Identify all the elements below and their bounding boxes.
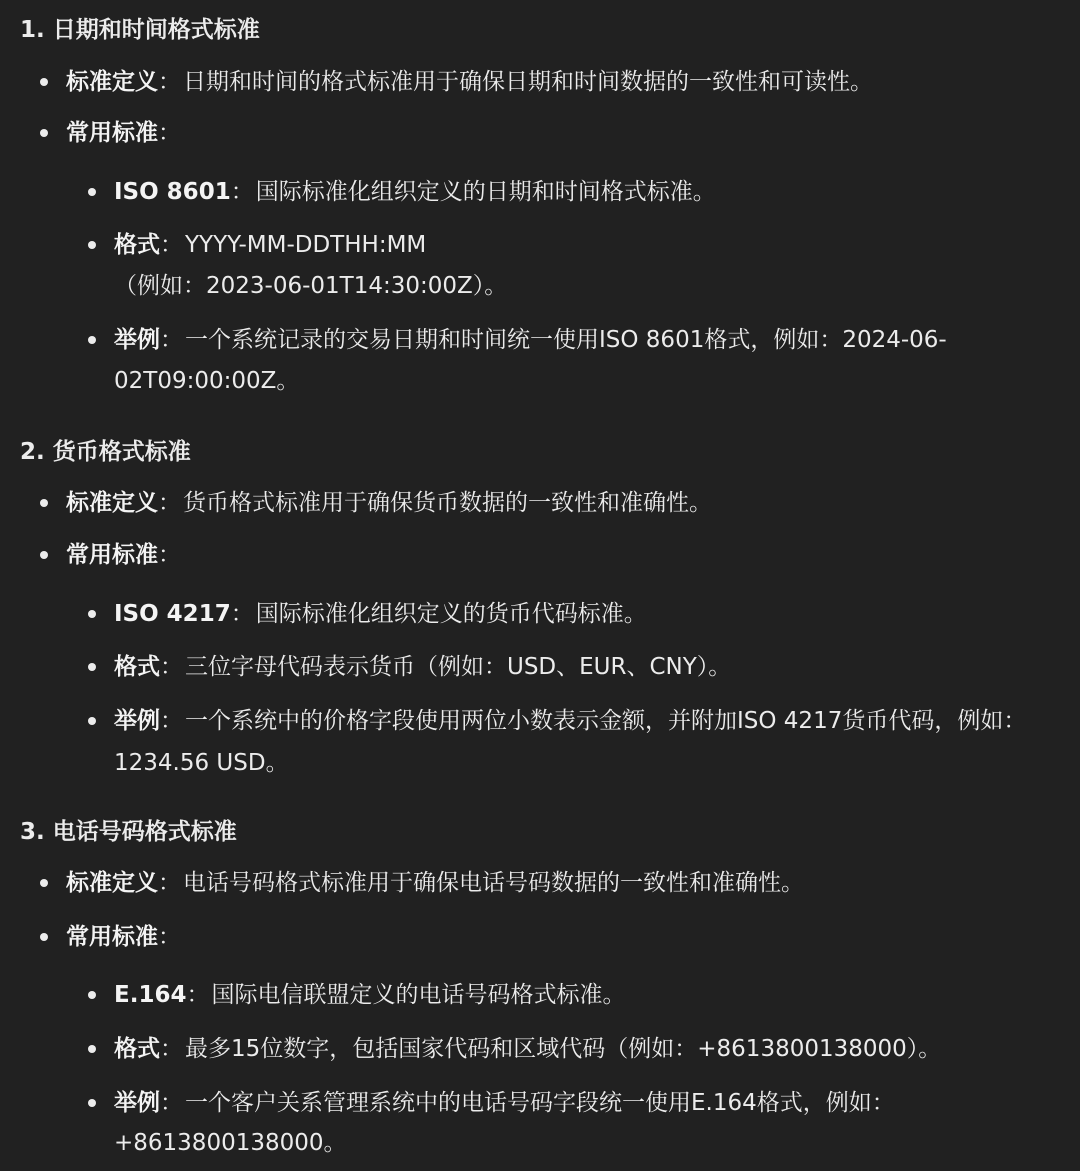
colon: ： (158, 69, 181, 95)
colon: ： (158, 490, 181, 516)
item-key: ISO 4217 (114, 601, 231, 627)
colon: ： (158, 120, 181, 146)
item-value: 最多15位数字，包括国家代码和区域代码（例如：+8613800138000）。 (185, 1036, 942, 1062)
item-key: 常用标准 (66, 120, 158, 146)
bullet-icon (40, 499, 48, 507)
list-item-format (114, 649, 1080, 685)
list-item-definition (66, 865, 804, 901)
item-key: E.164 (114, 982, 187, 1008)
section-title: 1. 日期和时间格式标准 (20, 17, 260, 43)
item-key: 举例 (114, 708, 160, 734)
list-item-format-continued: （例如：2023-06-01T14:30:00Z）。 (114, 273, 508, 299)
colon: ： (160, 232, 183, 258)
colon: ： (160, 654, 183, 680)
bullet-icon (88, 717, 96, 725)
list-item-format (114, 1031, 1080, 1067)
colon: ： (160, 327, 183, 353)
bullet-icon (88, 610, 96, 618)
bullet-icon (88, 336, 96, 344)
item-key: 常用标准 (66, 924, 158, 950)
colon: ： (230, 601, 254, 627)
list-item-common (66, 537, 183, 573)
list-item-definition (66, 485, 712, 521)
bullet-icon (88, 188, 96, 196)
list-item-example-continued: 02T09:00:00Z。 (114, 368, 300, 394)
bullet-icon (40, 551, 48, 559)
bullet-icon (88, 1099, 96, 1107)
bullet-icon (88, 663, 96, 671)
list-item-common (66, 115, 183, 151)
item-key: 常用标准 (66, 542, 158, 568)
colon: ： (160, 1036, 183, 1062)
item-value: 国际电信联盟定义的电话号码格式标准。 (211, 982, 626, 1008)
list-item-definition (66, 64, 873, 100)
colon: ： (158, 924, 181, 950)
item-key: 格式 (114, 654, 160, 680)
list-item-standard (114, 174, 1080, 210)
colon: ： (186, 982, 210, 1008)
list-item-example (114, 322, 1080, 358)
bullet-icon (40, 879, 48, 887)
colon: ： (230, 179, 254, 205)
colon: ： (158, 870, 181, 896)
list-item-example (114, 703, 1080, 739)
item-key: 标准定义 (66, 490, 158, 516)
colon: ： (160, 1090, 183, 1116)
item-value: 一个客户关系管理系统中的电话号码字段统一使用E.164格式，例如： (185, 1090, 895, 1116)
item-value: 一个系统记录的交易日期和时间统一使用ISO 8601格式，例如：2024-06- (185, 327, 947, 353)
section-title: 2. 货币格式标准 (20, 439, 191, 465)
item-value: 一个系统中的价格字段使用两位小数表示金额，并附加ISO 4217货币代码，例如： (185, 708, 1027, 734)
item-key: 标准定义 (66, 69, 158, 95)
item-key: ISO 8601 (114, 179, 231, 205)
bullet-icon (88, 991, 96, 999)
item-value: 国际标准化组织定义的货币代码标准。 (255, 601, 647, 627)
item-value: 货币格式标准用于确保货币数据的一致性和准确性。 (183, 490, 712, 516)
list-item-example-continued: 1234.56 USD。 (114, 750, 289, 776)
list-item-example-continued: +8613800138000。 (114, 1130, 347, 1156)
bullet-icon (40, 933, 48, 941)
item-value: YYYY-MM-DDTHH:MM (185, 232, 427, 258)
item-key: 格式 (114, 1036, 160, 1062)
bullet-icon (88, 241, 96, 249)
bullet-icon (88, 1045, 96, 1053)
list-item-standard (114, 977, 1080, 1013)
colon: ： (158, 542, 181, 568)
item-value: 国际标准化组织定义的日期和时间格式标准。 (255, 179, 716, 205)
colon: ： (160, 708, 183, 734)
bullet-icon (40, 78, 48, 86)
bullet-icon (40, 129, 48, 137)
item-value: 日期和时间的格式标准用于确保日期和时间数据的一致性和可读性。 (183, 69, 873, 95)
item-key: 标准定义 (66, 870, 158, 896)
item-key: 举例 (114, 327, 160, 353)
section-title: 3. 电话号码格式标准 (20, 819, 237, 845)
list-item-format (114, 227, 1080, 263)
item-key: 格式 (114, 232, 160, 258)
list-item-common (66, 919, 183, 955)
item-key: 举例 (114, 1090, 160, 1116)
list-item-standard (114, 596, 1080, 632)
item-value: 三位字母代码表示货币（例如：USD、EUR、CNY）。 (185, 654, 732, 680)
list-item-example (114, 1085, 1080, 1121)
item-value: 电话号码格式标准用于确保电话号码数据的一致性和准确性。 (183, 870, 804, 896)
